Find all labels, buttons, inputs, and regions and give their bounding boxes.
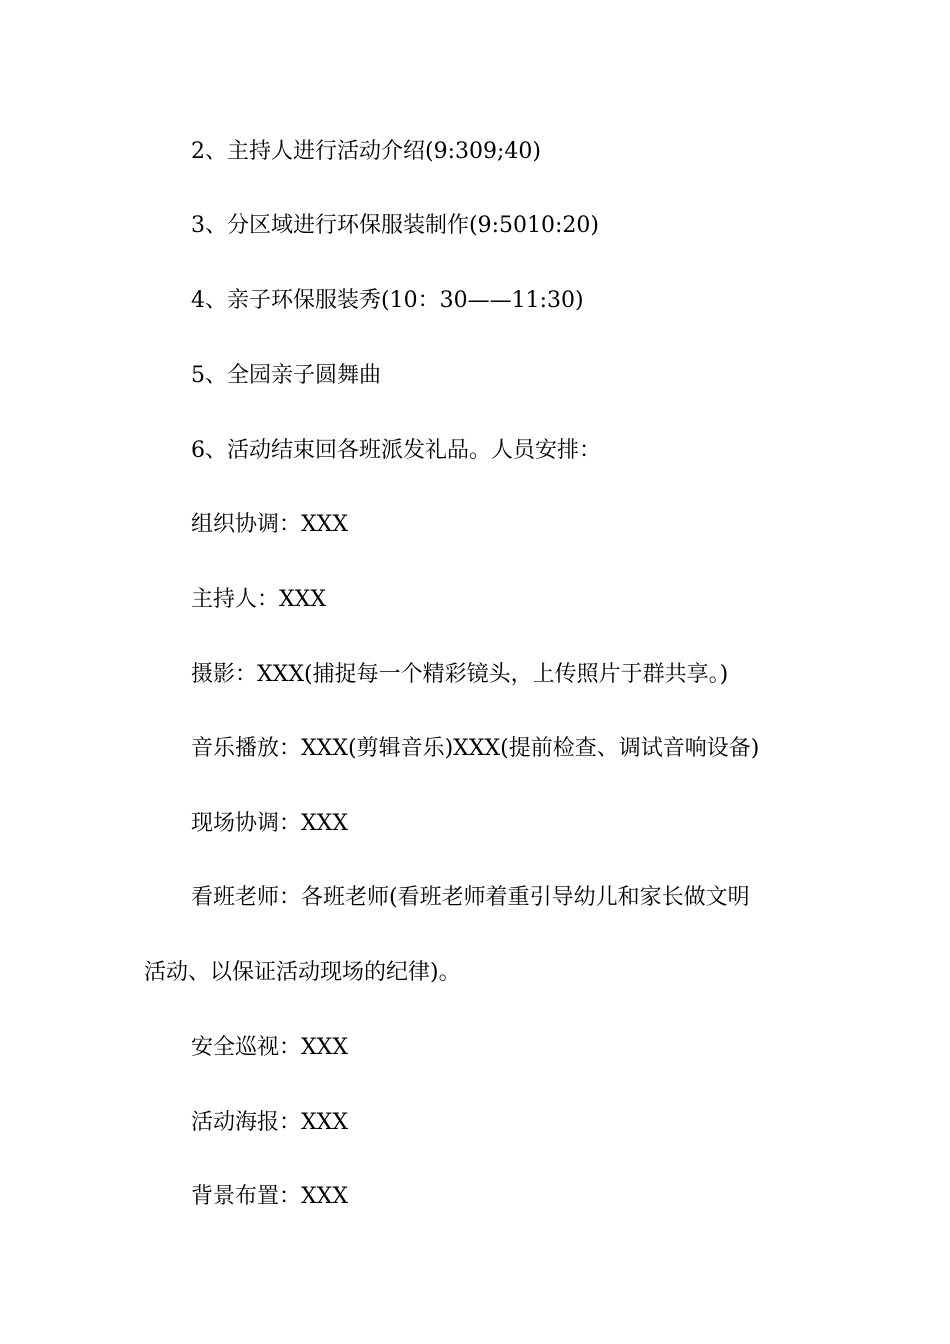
staff-class-teachers-continued: 活动、以保证活动现场的纪律)。: [144, 960, 461, 985]
staff-photography: 摄影：XXX(捕捉每一个精彩镜头，上传照片于群共享。): [191, 662, 729, 687]
staff-backdrop: 背景布置：XXX: [191, 1184, 348, 1209]
staff-coordination: 组织协调：XXX: [191, 512, 348, 537]
staff-onsite-coordination: 现场协调：XXX: [191, 811, 348, 836]
schedule-item-3: 3、分区域进行环保服装制作(9:5010:20): [191, 213, 599, 238]
staff-safety-patrol: 安全巡视：XXX: [191, 1035, 348, 1060]
staff-music: 音乐播放：XXX(剪辑音乐)XXX(提前检查、调试音响设备): [191, 736, 760, 761]
staff-poster: 活动海报：XXX: [191, 1110, 348, 1135]
staff-host: 主持人：XXX: [191, 587, 326, 612]
schedule-item-5: 5、全园亲子圆舞曲: [191, 363, 381, 388]
staff-class-teachers: 看班老师：各班老师(看班老师着重引导幼儿和家长做文明: [191, 885, 750, 910]
schedule-item-6: 6、活动结束回各班派发礼品。人员安排：: [191, 438, 601, 463]
schedule-item-4: 4、亲子环保服装秀(10：30——11:30): [191, 288, 584, 313]
schedule-item-2: 2、主持人进行活动介绍(9:309;40): [191, 139, 541, 164]
